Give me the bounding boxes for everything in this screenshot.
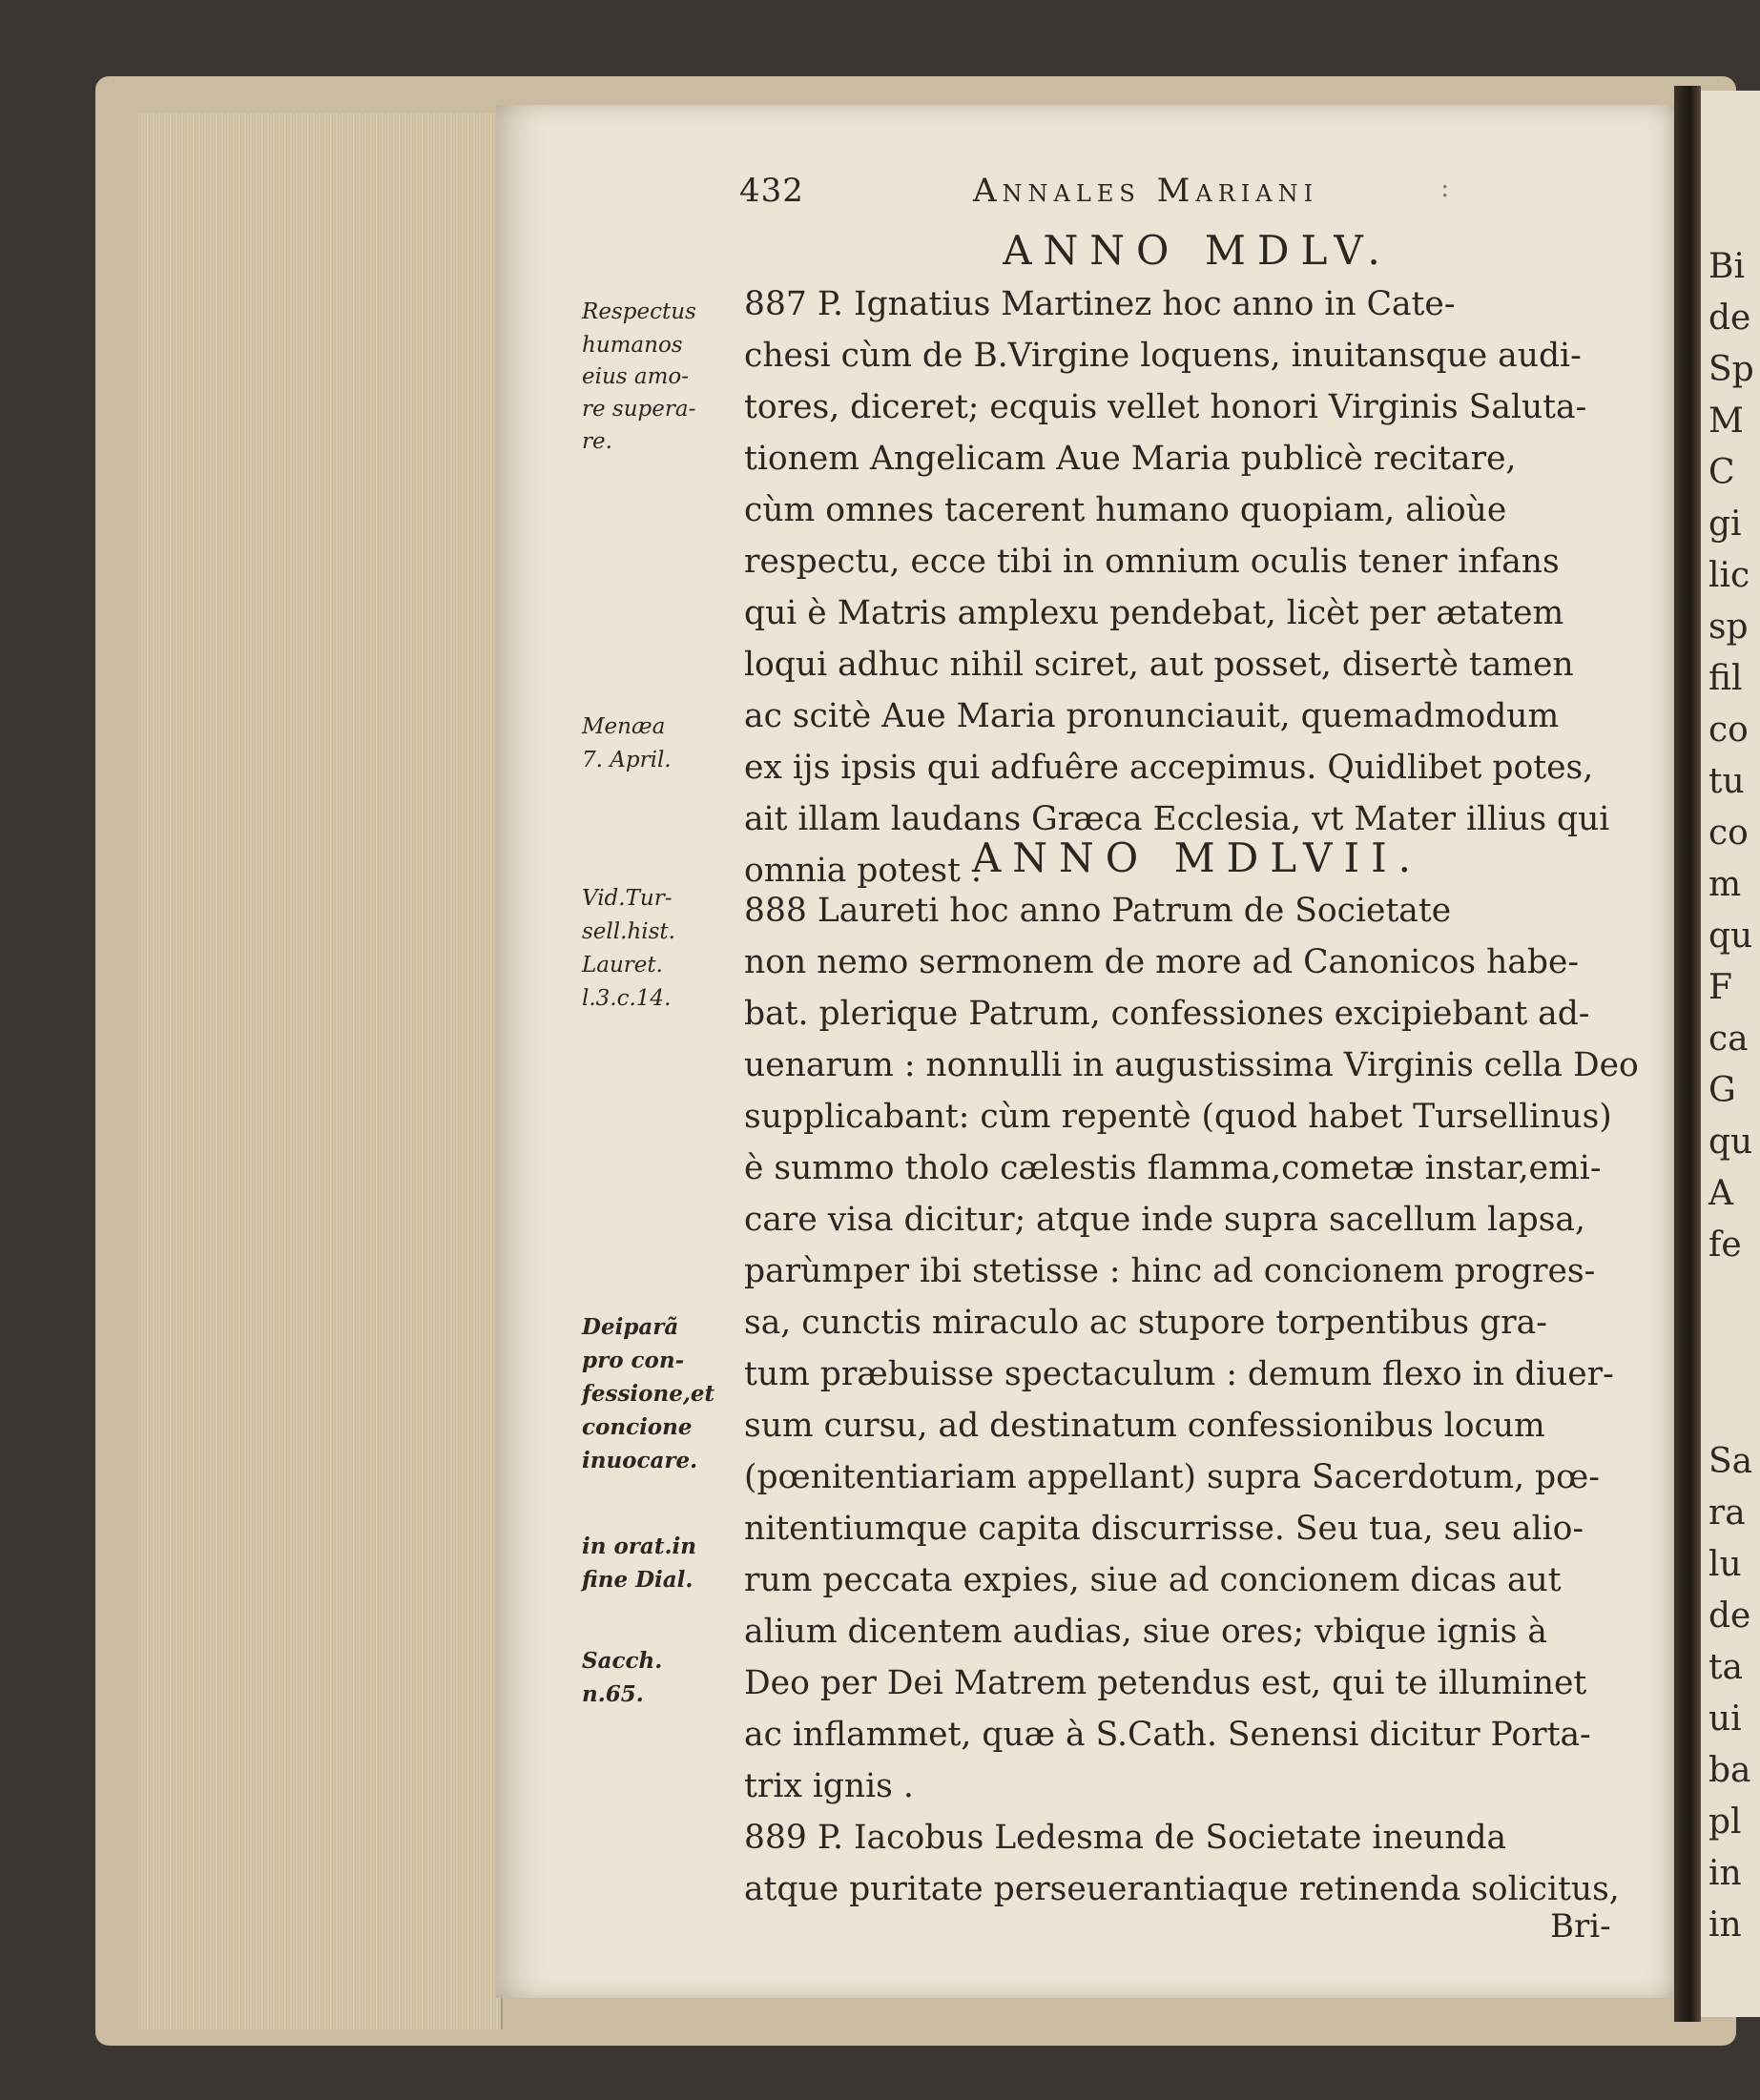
section-heading-1555: ANNO MDLV. xyxy=(1003,227,1392,274)
margin-note: pro con- xyxy=(582,1348,685,1373)
margin-note: fessione,et xyxy=(582,1381,715,1407)
text-line: trix ignis . xyxy=(744,1767,914,1805)
text-line: sum cursu, ad destinatum confessionibus locum xyxy=(744,1407,1545,1445)
catchword: Bri- xyxy=(1550,1907,1611,1946)
facing-page-fragment: gi xyxy=(1708,504,1742,544)
margin-note: l.3.c.14. xyxy=(582,986,672,1011)
text-line: sa, cunctis miraculo ac stupore torpentibus gra- xyxy=(744,1304,1547,1342)
margin-note: concione xyxy=(582,1414,693,1440)
text-line: Deo per Dei Matrem petendus est, qui te illuminet xyxy=(744,1664,1587,1702)
facing-page-fragment: A xyxy=(1708,1174,1733,1213)
facing-page-fragment: qu xyxy=(1708,1122,1753,1162)
facing-page-fragment: ra xyxy=(1708,1493,1746,1533)
facing-page-fragment: ca xyxy=(1708,1019,1749,1059)
facing-page-fragment: lic xyxy=(1708,556,1750,595)
facing-page-fragment: qu xyxy=(1708,916,1753,956)
facing-page-fragment: fe xyxy=(1708,1225,1742,1265)
margin-note: re supera- xyxy=(582,397,696,422)
margin-note: Lauret. xyxy=(582,953,663,978)
running-head xyxy=(739,172,1464,219)
text-line: care visa dicitur; atque inde supra sacellum lapsa, xyxy=(744,1201,1585,1239)
text-line: chesi cùm de B.Virgine loquens, inuitansque audi- xyxy=(744,337,1582,375)
text-line: 888 Laureti hoc anno Patrum de Societate xyxy=(744,892,1452,930)
section-heading-1557: ANNO MDLVII. xyxy=(971,834,1423,881)
margin-note: in orat.in xyxy=(582,1534,696,1559)
text-line: 889 P. Iacobus Ledesma de Societate ineunda xyxy=(744,1819,1507,1857)
text-line: qui è Matris amplexu pendebat, licèt per ætatem xyxy=(744,594,1564,632)
text-line: tum præbuisse spectaculum : demum flexo in diuer- xyxy=(744,1355,1614,1393)
facing-page-fragment: in xyxy=(1708,1905,1742,1945)
facing-page-fragment: Bi xyxy=(1708,247,1745,286)
text-line: supplicabant: cùm repentè (quod habet Tursellinus) xyxy=(744,1098,1612,1136)
facing-page-fragment: pl xyxy=(1708,1802,1742,1842)
text-line: nitentiumque capita discurrisse. Seu tua, seu alio- xyxy=(744,1510,1584,1548)
text-line: ex ijs ipsis qui adfuêre accepimus. Quidlibet potes, xyxy=(744,749,1594,787)
margin-note: inuocare. xyxy=(582,1448,698,1473)
margin-note: humanos xyxy=(582,333,683,358)
text-line: ac scitè Aue Maria pronunciauit, quemadmodum xyxy=(744,697,1560,735)
facing-page-fragment: sp xyxy=(1708,607,1749,647)
facing-page-fragment: in xyxy=(1708,1854,1742,1893)
facing-page-fragments xyxy=(1701,91,1760,2017)
text-line: respectu, ecce tibi in omnium oculis tener infans xyxy=(744,543,1560,581)
text-line: rum peccata expies, siue ad concionem dicas aut xyxy=(744,1561,1562,1599)
running-title: Annales Mariani xyxy=(973,172,1319,210)
text-line: è summo tholo cælestis flamma,cometæ instar,emi- xyxy=(744,1149,1602,1187)
text-line: atque puritate perseuerantiaque retinenda solicitus, xyxy=(744,1870,1620,1908)
page-edges xyxy=(138,113,503,2029)
margin-note: sell.hist. xyxy=(582,919,675,944)
text-line: cùm omnes tacerent humano quopiam, alioùe xyxy=(744,491,1507,529)
margin-note: Respectus xyxy=(582,299,696,324)
facing-page-fragment: de xyxy=(1708,1596,1751,1636)
margin-note: Deiparã xyxy=(582,1314,679,1340)
text-line: loqui adhuc nihil sciret, aut posset, disertè tamen xyxy=(744,646,1574,684)
text-line: bat. plerique Patrum, confessiones excipiebant ad- xyxy=(744,995,1590,1033)
facing-page-strip xyxy=(1701,91,1760,2017)
facing-page-fragment: F xyxy=(1708,968,1732,1007)
margin-note: Vid.Tur- xyxy=(582,886,673,911)
facing-page-fragment: ui xyxy=(1708,1699,1742,1739)
text-line: tores, diceret; ecquis vellet honori Virginis Saluta- xyxy=(744,388,1587,426)
facing-page-fragment: co xyxy=(1708,710,1749,750)
facing-page-fragment: G xyxy=(1708,1071,1736,1110)
facing-page-fragment: M xyxy=(1708,401,1744,441)
facing-page-fragment: co xyxy=(1708,813,1749,853)
text-line: alium dicentem audias, siue ores; vbique ignis à xyxy=(744,1613,1547,1651)
margin-note: 7. April. xyxy=(582,748,672,772)
facing-page-fragment: ba xyxy=(1708,1751,1751,1790)
facing-page-fragment: ta xyxy=(1708,1648,1743,1687)
text-line: ait illam laudans Græca Ecclesia, vt Mater illius qui xyxy=(744,800,1610,838)
text-line: omnia potest . xyxy=(744,852,982,890)
margin-note: n.65. xyxy=(582,1681,644,1707)
margin-note: re. xyxy=(582,429,612,454)
margin-note: Menæa xyxy=(582,714,666,739)
margin-note: fine Dial. xyxy=(582,1567,694,1593)
facing-page-fragment: tu xyxy=(1708,762,1745,801)
margin-note: eius amo- xyxy=(582,364,690,389)
text-line: non nemo sermonem de more ad Canonicos habe- xyxy=(744,943,1580,981)
text-line: ac inflammet, quæ à S.Cath. Senensi dicitur Porta- xyxy=(744,1716,1591,1754)
running-title-tail: : xyxy=(1440,172,1450,203)
page-number: 432 xyxy=(739,172,804,210)
text-line: tionem Angelicam Aue Maria publicè recitare, xyxy=(744,440,1517,478)
book-gutter xyxy=(1674,86,1701,2022)
text-line: uenarum : nonnulli in augustissima Virginis cella Deo xyxy=(744,1046,1639,1084)
text-line: parùmper ibi stetisse : hinc ad concionem progres- xyxy=(744,1252,1596,1290)
facing-page-fragment: lu xyxy=(1708,1545,1742,1584)
margin-note: Sacch. xyxy=(582,1648,663,1674)
facing-page-fragment: Sa xyxy=(1708,1442,1753,1481)
text-line: (pœnitentiariam appellant) supra Sacerdotum, pœ- xyxy=(744,1458,1600,1496)
text-line: 887 P. Ignatius Martinez hoc anno in Cate- xyxy=(744,285,1456,323)
facing-page-fragment: fil xyxy=(1708,659,1743,698)
facing-page-fragment: C xyxy=(1708,453,1735,492)
facing-page-fragment: Sp xyxy=(1708,350,1754,389)
facing-page-fragment: de xyxy=(1708,299,1751,338)
facing-page-fragment: m xyxy=(1708,865,1742,904)
